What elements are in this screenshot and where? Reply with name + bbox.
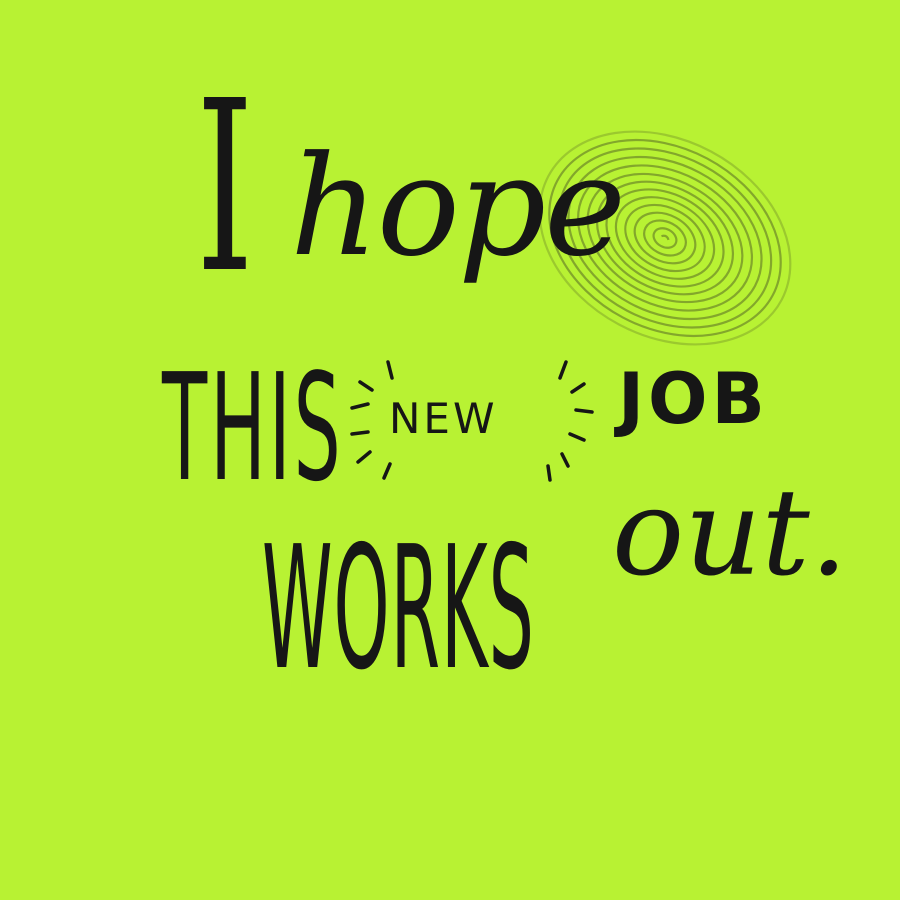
word-new: NEW	[389, 394, 498, 443]
word-this: THIS	[162, 342, 344, 514]
word-job: JOB	[618, 358, 769, 440]
word-works: WORKS	[262, 510, 535, 708]
word-hope: hope	[290, 126, 624, 287]
word-i: I	[196, 50, 254, 325]
word-out: out.	[612, 464, 848, 603]
